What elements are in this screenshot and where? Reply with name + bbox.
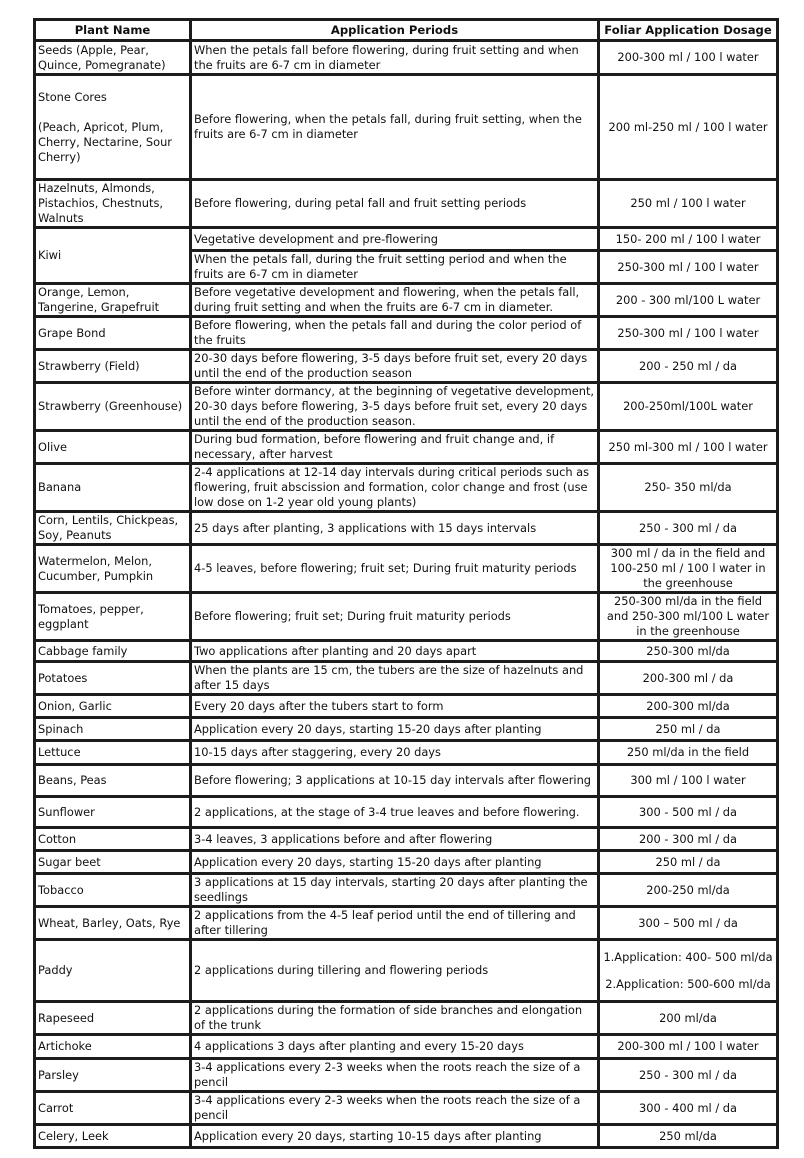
application-period: Application every 20 days, starting 10-15 days after planting bbox=[191, 1125, 599, 1148]
table-row bbox=[35, 695, 778, 718]
application-period: Application every 20 days, starting 15-20 days after planting bbox=[191, 851, 599, 874]
table-row bbox=[35, 940, 778, 1002]
application-period: When the petals fall, during the fruit setting period and when the fruits are 6-7 cm in diameter bbox=[191, 251, 599, 284]
application-period: 2 applications during tillering and flowering periods bbox=[191, 940, 599, 1002]
dosage: 200-300 ml / da bbox=[599, 662, 778, 695]
plant-name: Tobacco bbox=[35, 874, 191, 907]
plant-name: Celery, Leek bbox=[35, 1125, 191, 1148]
table-row bbox=[35, 1059, 778, 1092]
table-row bbox=[35, 1092, 778, 1125]
plant-name: Sunflower bbox=[35, 797, 191, 828]
dosage: 250-300 ml/da in the field and 250-300 ml/100 L water in the greenhouse bbox=[599, 593, 778, 641]
plant-name: Cabbage family bbox=[35, 641, 191, 662]
application-period: When the plants are 15 cm, the tubers are the size of hazelnuts and after 15 days bbox=[191, 662, 599, 695]
dosage: 200-300 ml / 100 l water bbox=[599, 41, 778, 75]
plant-name: Sugar beet bbox=[35, 851, 191, 874]
table-row bbox=[35, 741, 778, 765]
application-period: Application every 20 days, starting 15-20 days after planting bbox=[191, 718, 599, 741]
dosage: 200 - 250 ml / da bbox=[599, 350, 778, 383]
application-period: Every 20 days after the tubers start to form bbox=[191, 695, 599, 718]
plant-name: Tomatoes, pepper, eggplant bbox=[35, 593, 191, 641]
application-period: 3-4 applications every 2-3 weeks when the roots reach the size of a pencil bbox=[191, 1059, 599, 1092]
table-row bbox=[35, 1035, 778, 1059]
plant-name: Parsley bbox=[35, 1059, 191, 1092]
dosage: 250 - 300 ml / da bbox=[599, 1059, 778, 1092]
table-row bbox=[35, 874, 778, 907]
dosage: 200-250ml/100L water bbox=[599, 383, 778, 431]
table-row bbox=[35, 228, 778, 251]
dosage: 200-300 ml/da bbox=[599, 695, 778, 718]
table-row bbox=[35, 907, 778, 940]
header-foliar-dosage: Foliar Application Dosage bbox=[599, 20, 778, 41]
table-row bbox=[35, 1125, 778, 1148]
plant-name bbox=[35, 75, 191, 180]
dosage: 200 - 300 ml / da bbox=[599, 828, 778, 851]
plant-name: Olive bbox=[35, 431, 191, 464]
plant-name: Banana bbox=[35, 464, 191, 512]
header-application-periods: Application Periods bbox=[191, 20, 599, 41]
dosage bbox=[599, 940, 778, 1002]
application-period: Before flowering, when the petals fall and during the color period of the fruits bbox=[191, 317, 599, 350]
table-row bbox=[35, 797, 778, 828]
table-row bbox=[35, 765, 778, 797]
plant-name-line2: (Peach, Apricot, Plum, Cherry, Nectarine, Sour Cherry) bbox=[38, 119, 172, 164]
application-period: During bud formation, before flowering and fruit change and, if necessary, after harvest bbox=[191, 431, 599, 464]
table-row bbox=[35, 350, 778, 383]
dosage: 200 ml/da bbox=[599, 1002, 778, 1035]
application-period: 2-4 applications at 12-14 day intervals during critical periods such as flowering, fruit abscission and formation, color change and frost (use low dose on 1-2 year old young plants) bbox=[191, 464, 599, 512]
application-period: 25 days after planting, 3 applications with 15 days intervals bbox=[191, 512, 599, 545]
application-period: 4 applications 3 days after planting and every 15-20 days bbox=[191, 1035, 599, 1059]
dosage: 250-300 ml / 100 l water bbox=[599, 251, 778, 284]
dosage: 250-300 ml/da bbox=[599, 641, 778, 662]
table-row bbox=[35, 41, 778, 75]
table-row bbox=[35, 1002, 778, 1035]
table-row bbox=[35, 718, 778, 741]
dosage: 300 – 500 ml / da bbox=[599, 907, 778, 940]
header-plant-name: Plant Name bbox=[35, 20, 191, 41]
application-period: 2 applications from the 4-5 leaf period until the end of tillering and after tillering bbox=[191, 907, 599, 940]
plant-name: Potatoes bbox=[35, 662, 191, 695]
plant-name: Onion, Garlic bbox=[35, 695, 191, 718]
plant-name: Seeds (Apple, Pear, Quince, Pomegranate) bbox=[35, 41, 191, 75]
dosage-line1: 1.Application: 400- 500 ml/da bbox=[603, 949, 773, 964]
plant-name: Strawberry (Greenhouse) bbox=[35, 383, 191, 431]
dosage: 250 - 300 ml / da bbox=[599, 512, 778, 545]
plant-name: Cotton bbox=[35, 828, 191, 851]
table-row bbox=[35, 180, 778, 228]
dosage: 250 ml-300 ml / 100 l water bbox=[599, 431, 778, 464]
plant-name: Wheat, Barley, Oats, Rye bbox=[35, 907, 191, 940]
table-row bbox=[35, 431, 778, 464]
plant-name: Corn, Lentils, Chickpeas, Soy, Peanuts bbox=[35, 512, 191, 545]
application-period: 10-15 days after staggering, every 20 days bbox=[191, 741, 599, 765]
dosage: 150- 200 ml / 100 l water bbox=[599, 228, 778, 251]
application-period: 3 applications at 15 day intervals, starting 20 days after planting the seedlings bbox=[191, 874, 599, 907]
plant-name: Carrot bbox=[35, 1092, 191, 1125]
dosage: 200-300 ml / 100 l water bbox=[599, 1035, 778, 1059]
dosage: 200 - 300 ml/100 L water bbox=[599, 284, 778, 317]
dosage: 250-300 ml / 100 l water bbox=[599, 317, 778, 350]
dosage: 200 ml-250 ml / 100 l water bbox=[599, 75, 778, 180]
dosage-line2: 2.Application: 500-600 ml/da bbox=[605, 976, 771, 991]
foliar-dosage-table bbox=[33, 18, 779, 1149]
application-period: Vegetative development and pre-flowering bbox=[191, 228, 599, 251]
table-header-row bbox=[35, 20, 778, 41]
plant-name: Watermelon, Melon, Cucumber, Pumpkin bbox=[35, 545, 191, 593]
application-period: 4-5 leaves, before flowering; fruit set; During fruit maturity periods bbox=[191, 545, 599, 593]
application-period: Before flowering, when the petals fall, during fruit setting, when the fruits are 6-7 cm in diameter bbox=[191, 75, 599, 180]
plant-name: Artichoke bbox=[35, 1035, 191, 1059]
dosage: 250 ml / da bbox=[599, 851, 778, 874]
application-period: Before flowering; fruit set; During fruit maturity periods bbox=[191, 593, 599, 641]
application-period: Before flowering; 3 applications at 10-15 day intervals after flowering bbox=[191, 765, 599, 797]
application-period: When the petals fall before flowering, during fruit setting and when the fruits are 6-7 cm in diameter bbox=[191, 41, 599, 75]
dosage: 250 ml / da bbox=[599, 718, 778, 741]
dosage: 300 - 400 ml / da bbox=[599, 1092, 778, 1125]
table-row bbox=[35, 464, 778, 512]
dosage: 250- 350 ml/da bbox=[599, 464, 778, 512]
application-period: 3-4 applications every 2-3 weeks when the roots reach the size of a pencil bbox=[191, 1092, 599, 1125]
table-row bbox=[35, 545, 778, 593]
dosage: 250 ml / 100 l water bbox=[599, 180, 778, 228]
plant-name-line1: Stone Cores bbox=[38, 89, 107, 104]
table-row bbox=[35, 383, 778, 431]
plant-name: Orange, Lemon, Tangerine, Grapefruit bbox=[35, 284, 191, 317]
table-row bbox=[35, 641, 778, 662]
plant-name: Grape Bond bbox=[35, 317, 191, 350]
dosage: 300 - 500 ml / da bbox=[599, 797, 778, 828]
table-row bbox=[35, 662, 778, 695]
application-period: 2 applications, at the stage of 3-4 true leaves and before flowering. bbox=[191, 797, 599, 828]
plant-name: Strawberry (Field) bbox=[35, 350, 191, 383]
plant-name: Hazelnuts, Almonds, Pistachios, Chestnuts, Walnuts bbox=[35, 180, 191, 228]
table-row bbox=[35, 317, 778, 350]
table-row bbox=[35, 75, 778, 180]
plant-name: Rapeseed bbox=[35, 1002, 191, 1035]
dosage: 200-250 ml/da bbox=[599, 874, 778, 907]
application-period: 2 applications during the formation of side branches and elongation of the trunk bbox=[191, 1002, 599, 1035]
application-period: 20-30 days before flowering, 3-5 days before fruit set, every 20 days until the end of the production season bbox=[191, 350, 599, 383]
table-row bbox=[35, 284, 778, 317]
dosage: 250 ml/da bbox=[599, 1125, 778, 1148]
application-period: Before vegetative development and flowering, when the petals fall, during fruit setting and when the fruits are 6-7 cm in diameter. bbox=[191, 284, 599, 317]
table-row bbox=[35, 851, 778, 874]
plant-name: Spinach bbox=[35, 718, 191, 741]
application-period: Before flowering, during petal fall and fruit setting periods bbox=[191, 180, 599, 228]
plant-name: Lettuce bbox=[35, 741, 191, 765]
dosage: 250 ml/da in the field bbox=[599, 741, 778, 765]
dosage: 300 ml / 100 l water bbox=[599, 765, 778, 797]
table-row bbox=[35, 593, 778, 641]
plant-name: Paddy bbox=[35, 940, 191, 1002]
application-period: Before winter dormancy, at the beginning of vegetative development, 20-30 days before flowering, 3-5 days before fruit set, every 20 days until the end of the production season. bbox=[191, 383, 599, 431]
application-period: Two applications after planting and 20 days apart bbox=[191, 641, 599, 662]
dosage: 300 ml / da in the field and 100-250 ml / 100 l water in the greenhouse bbox=[599, 545, 778, 593]
table-row bbox=[35, 512, 778, 545]
application-period: 3-4 leaves, 3 applications before and after flowering bbox=[191, 828, 599, 851]
plant-name: Kiwi bbox=[35, 228, 191, 284]
plant-name: Beans, Peas bbox=[35, 765, 191, 797]
table-row bbox=[35, 828, 778, 851]
